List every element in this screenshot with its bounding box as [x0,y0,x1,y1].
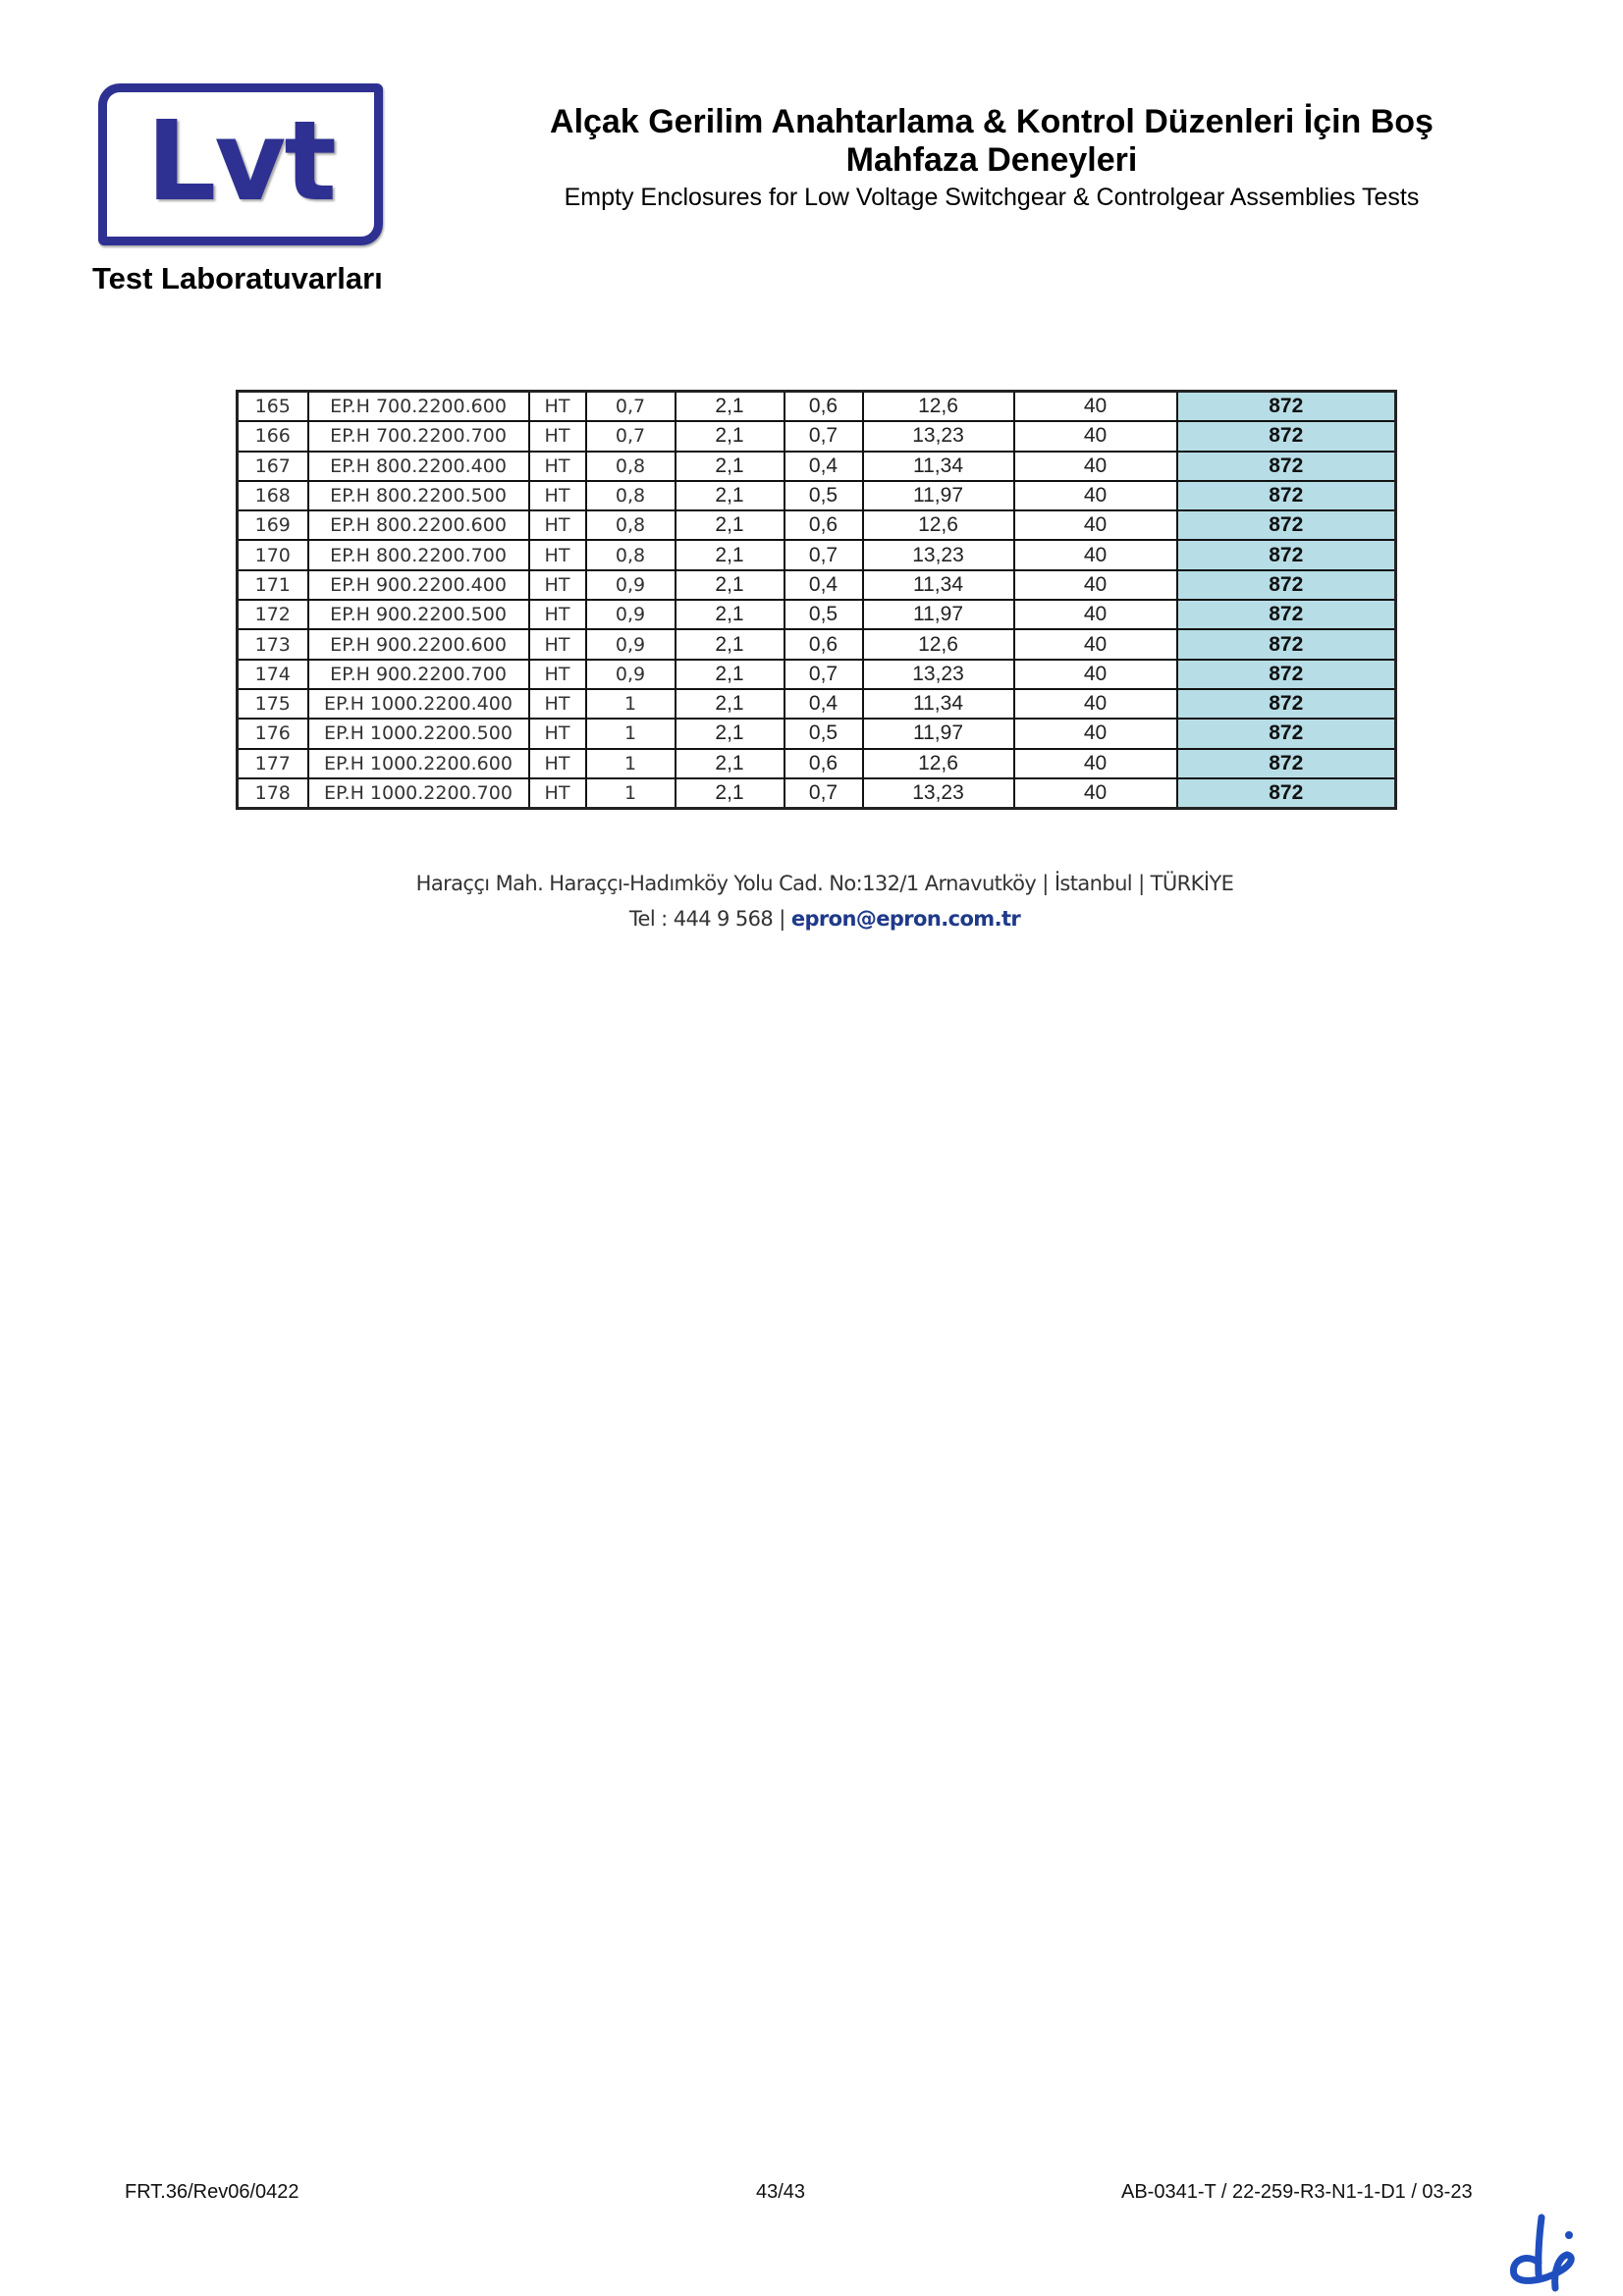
enclosure-type: HT [529,510,586,540]
result-value: 872 [1177,392,1396,422]
page-number: 43/43 [756,2181,806,2203]
surface-area: 13,23 [863,660,1014,689]
enclosure-type: HT [529,540,586,569]
table-row [238,660,1396,689]
result-value: 872 [1177,629,1396,659]
row-number: 177 [238,749,308,778]
product-code: EP.H 800.2200.600 [308,510,529,540]
enclosure-type: HT [529,481,586,510]
depth-value: 0,6 [784,510,863,540]
enclosure-type: HT [529,452,586,481]
depth-value: 0,5 [784,719,863,748]
depth-value: 0,4 [784,452,863,481]
product-code: EP.H 900.2200.600 [308,629,529,659]
enclosure-type: HT [529,629,586,659]
surface-area: 11,97 [863,481,1014,510]
product-code: EP.H 900.2200.400 [308,570,529,600]
width-value: 0,8 [586,540,676,569]
product-code: EP.H 1000.2200.600 [308,749,529,778]
width-value: 0,8 [586,452,676,481]
row-number: 169 [238,510,308,540]
width-value: 1 [586,689,676,719]
temperature-value: 40 [1014,778,1177,809]
surface-area: 12,6 [863,510,1014,540]
row-number: 173 [238,629,308,659]
temperature-value: 40 [1014,719,1177,748]
depth-value: 0,6 [784,749,863,778]
enclosure-type: HT [529,719,586,748]
result-value: 872 [1177,510,1396,540]
test-results-table [236,390,1397,810]
product-code: EP.H 900.2200.700 [308,660,529,689]
result-value: 872 [1177,600,1396,629]
row-number: 168 [238,481,308,510]
table-row [238,421,1396,451]
contact-line [393,907,1257,931]
lvt-logo [98,83,383,245]
result-value: 872 [1177,660,1396,689]
width-value: 0,9 [586,570,676,600]
result-value: 872 [1177,689,1396,719]
table-row [238,749,1396,778]
report-reference: AB-0341-T / 22-259-R3-N1-1-D1 / 03-23 [1121,2181,1473,2203]
height-value: 2,1 [676,392,784,422]
email-link[interactable]: epron@epron.com.tr [790,907,1021,931]
table-row [238,540,1396,569]
depth-value: 0,4 [784,570,863,600]
table-row [238,481,1396,510]
title-line-2: Mahfaza Deneyleri [845,141,1138,179]
table-row [238,778,1396,809]
product-code: EP.H 800.2200.500 [308,481,529,510]
height-value: 2,1 [676,452,784,481]
surface-area: 11,34 [863,452,1014,481]
width-value: 1 [586,778,676,809]
title-line-1: Alçak Gerilim Anahtarlama & Kontrol Düzenleri İçin Boş [550,103,1434,140]
table-row [238,570,1396,600]
surface-area: 11,34 [863,570,1014,600]
row-number: 167 [238,452,308,481]
product-code: EP.H 900.2200.500 [308,600,529,629]
enclosure-type: HT [529,660,586,689]
result-value: 872 [1177,481,1396,510]
surface-area: 11,97 [863,600,1014,629]
depth-value: 0,4 [784,689,863,719]
enclosure-type: HT [529,778,586,809]
temperature-value: 40 [1014,689,1177,719]
surface-area: 13,23 [863,540,1014,569]
enclosure-type: HT [529,570,586,600]
table-row [238,452,1396,481]
signature-icon [1502,2214,1581,2292]
depth-value: 0,7 [784,778,863,809]
logo-text: Lvt [146,98,335,226]
temperature-value: 40 [1014,452,1177,481]
row-number: 166 [238,421,308,451]
result-value: 872 [1177,452,1396,481]
temperature-value: 40 [1014,600,1177,629]
temperature-value: 40 [1014,510,1177,540]
depth-value: 0,7 [784,540,863,569]
width-value: 0,7 [586,421,676,451]
row-number: 174 [238,660,308,689]
address-line: Haraççı Mah. Haraççı-Hadımköy Yolu Cad. No:132/1 Arnavutköy | İstanbul | TÜRKİYE [415,872,1234,895]
height-value: 2,1 [676,481,784,510]
result-value: 872 [1177,421,1396,451]
width-value: 1 [586,719,676,748]
row-number: 171 [238,570,308,600]
table-row [238,629,1396,659]
width-value: 0,9 [586,629,676,659]
enclosure-type: HT [529,749,586,778]
height-value: 2,1 [676,600,784,629]
company-address [393,872,1257,931]
surface-area: 12,6 [863,749,1014,778]
temperature-value: 40 [1014,660,1177,689]
depth-value: 0,5 [784,600,863,629]
height-value: 2,1 [676,510,784,540]
width-value: 1 [586,749,676,778]
height-value: 2,1 [676,570,784,600]
row-number: 172 [238,600,308,629]
temperature-value: 40 [1014,570,1177,600]
surface-area: 13,23 [863,421,1014,451]
result-value: 872 [1177,778,1396,809]
depth-value: 0,6 [784,392,863,422]
height-value: 2,1 [676,421,784,451]
table-row [238,689,1396,719]
table-row [238,600,1396,629]
product-code: EP.H 700.2200.600 [308,392,529,422]
product-code: EP.H 800.2200.400 [308,452,529,481]
product-code: EP.H 700.2200.700 [308,421,529,451]
temperature-value: 40 [1014,421,1177,451]
width-value: 0,9 [586,660,676,689]
table-row [238,719,1396,748]
row-number: 175 [238,689,308,719]
surface-area: 11,97 [863,719,1014,748]
form-code: FRT.36/Rev06/0422 [125,2181,299,2203]
height-value: 2,1 [676,540,784,569]
row-number: 178 [238,778,308,809]
temperature-value: 40 [1014,481,1177,510]
width-value: 0,9 [586,600,676,629]
product-code: EP.H 800.2200.700 [308,540,529,569]
telephone: Tel : 444 9 568 | [628,907,791,931]
lab-name: Test Laboratuvarları [92,261,383,295]
depth-value: 0,7 [784,421,863,451]
row-number: 170 [238,540,308,569]
depth-value: 0,7 [784,660,863,689]
result-value: 872 [1177,570,1396,600]
row-number: 176 [238,719,308,748]
enclosure-type: HT [529,600,586,629]
table-row [238,510,1396,540]
enclosure-type: HT [529,392,586,422]
height-value: 2,1 [676,719,784,748]
result-value: 872 [1177,540,1396,569]
result-value: 872 [1177,749,1396,778]
width-value: 0,8 [586,510,676,540]
width-value: 0,8 [586,481,676,510]
height-value: 2,1 [676,689,784,719]
result-value: 872 [1177,719,1396,748]
product-code: EP.H 1000.2200.400 [308,689,529,719]
table-body [238,392,1396,809]
subtitle: Empty Enclosures for Low Voltage Switchgear & Controlgear Assemblies Tests [564,184,1420,211]
document-title-block [471,102,1512,214]
table-row [238,392,1396,422]
surface-area: 12,6 [863,629,1014,659]
width-value: 0,7 [586,392,676,422]
temperature-value: 40 [1014,749,1177,778]
height-value: 2,1 [676,749,784,778]
temperature-value: 40 [1014,629,1177,659]
height-value: 2,1 [676,629,784,659]
surface-area: 12,6 [863,392,1014,422]
temperature-value: 40 [1014,392,1177,422]
height-value: 2,1 [676,660,784,689]
depth-value: 0,6 [784,629,863,659]
temperature-value: 40 [1014,540,1177,569]
enclosure-type: HT [529,421,586,451]
product-code: EP.H 1000.2200.500 [308,719,529,748]
surface-area: 11,34 [863,689,1014,719]
depth-value: 0,5 [784,481,863,510]
enclosure-type: HT [529,689,586,719]
surface-area: 13,23 [863,778,1014,809]
height-value: 2,1 [676,778,784,809]
product-code: EP.H 1000.2200.700 [308,778,529,809]
row-number: 165 [238,392,308,422]
